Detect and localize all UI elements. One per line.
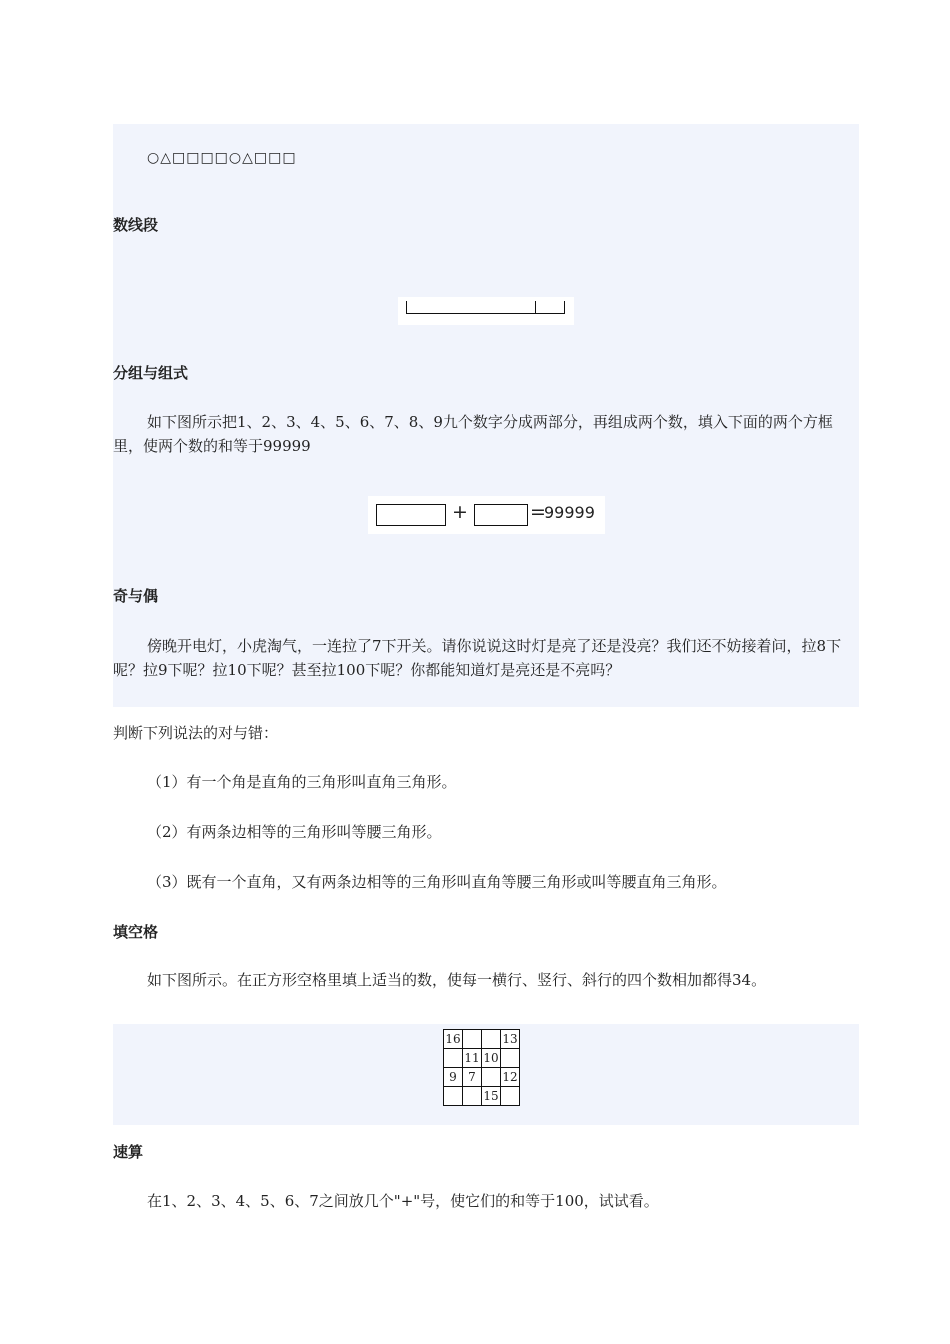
grid-cell[interactable]: 10	[482, 1049, 501, 1068]
section-title-quick-calc: 速算	[113, 1143, 144, 1161]
answer-box-2[interactable]	[474, 504, 528, 526]
plus-sign: +	[452, 501, 468, 523]
equals-sign: =	[530, 501, 546, 523]
grid-cell[interactable]: 16	[444, 1030, 463, 1049]
grid-cell[interactable]	[501, 1087, 520, 1106]
grid-cell[interactable]	[444, 1087, 463, 1106]
odd-even-paragraph: 傍晚开电灯，小虎淘气，一连拉了7下开关。请你说说这时灯是亮了还是没亮？我们还不妨接着问，拉8下呢？拉9下呢？拉10下呢？甚至拉100下呢？你都能知道灯是亮还是不亮吗？	[113, 637, 842, 679]
grid-cell[interactable]: 7	[463, 1068, 482, 1087]
grid-cell[interactable]	[501, 1049, 520, 1068]
grid-cell[interactable]	[463, 1087, 482, 1106]
equation-result: 99999	[544, 503, 595, 522]
magic-square-grid	[443, 1029, 520, 1106]
grid-cell[interactable]	[463, 1030, 482, 1049]
true-false-intro: 判断下列说法的对与错：	[113, 724, 279, 742]
section-title-odd-even: 奇与偶	[113, 587, 159, 605]
line-segment-figure	[398, 297, 574, 325]
grid-cell[interactable]	[444, 1049, 463, 1068]
statement-3: （3）既有一个直角，又有两条边相等的三角形叫直角等腰三角形或叫等腰直角三角形。	[147, 873, 727, 891]
equation-figure	[368, 496, 605, 534]
grid-cell[interactable]: 13	[501, 1030, 520, 1049]
statement-1: （1）有一个角是直角的三角形叫直角三角形。	[147, 773, 457, 791]
grid-cell[interactable]	[482, 1068, 501, 1087]
statement-2: （2）有两条边相等的三角形叫等腰三角形。	[147, 823, 442, 841]
section-title-grouping: 分组与组式	[113, 364, 189, 382]
fill-grid-paragraph: 如下图所示。在正方形空格里填上适当的数，使每一横行、竖行、斜行的四个数相加都得34。	[147, 971, 767, 989]
section-title-line-segments: 数线段	[113, 216, 159, 234]
grouping-paragraph: 如下图所示把1、2、3、4、5、6、7、8、9九个数字分成两部分，再组成两个数，填入下面的两个方框里，使两个数的和等于99999	[113, 413, 833, 455]
quick-calc-paragraph: 在1、2、3、4、5、6、7之间放几个"+"号，使它们的和等于100，试试看。	[147, 1192, 659, 1210]
grid-cell[interactable]: 11	[463, 1049, 482, 1068]
section-title-fill-grid: 填空格	[113, 923, 159, 941]
answer-box-1[interactable]	[376, 504, 446, 526]
grid-cell[interactable]: 9	[444, 1068, 463, 1087]
shapes-sequence: ○△□□□□○△□□□	[147, 150, 297, 166]
grid-cell[interactable]: 12	[501, 1068, 520, 1087]
grid-cell[interactable]	[482, 1030, 501, 1049]
grid-cell[interactable]: 15	[482, 1087, 501, 1106]
